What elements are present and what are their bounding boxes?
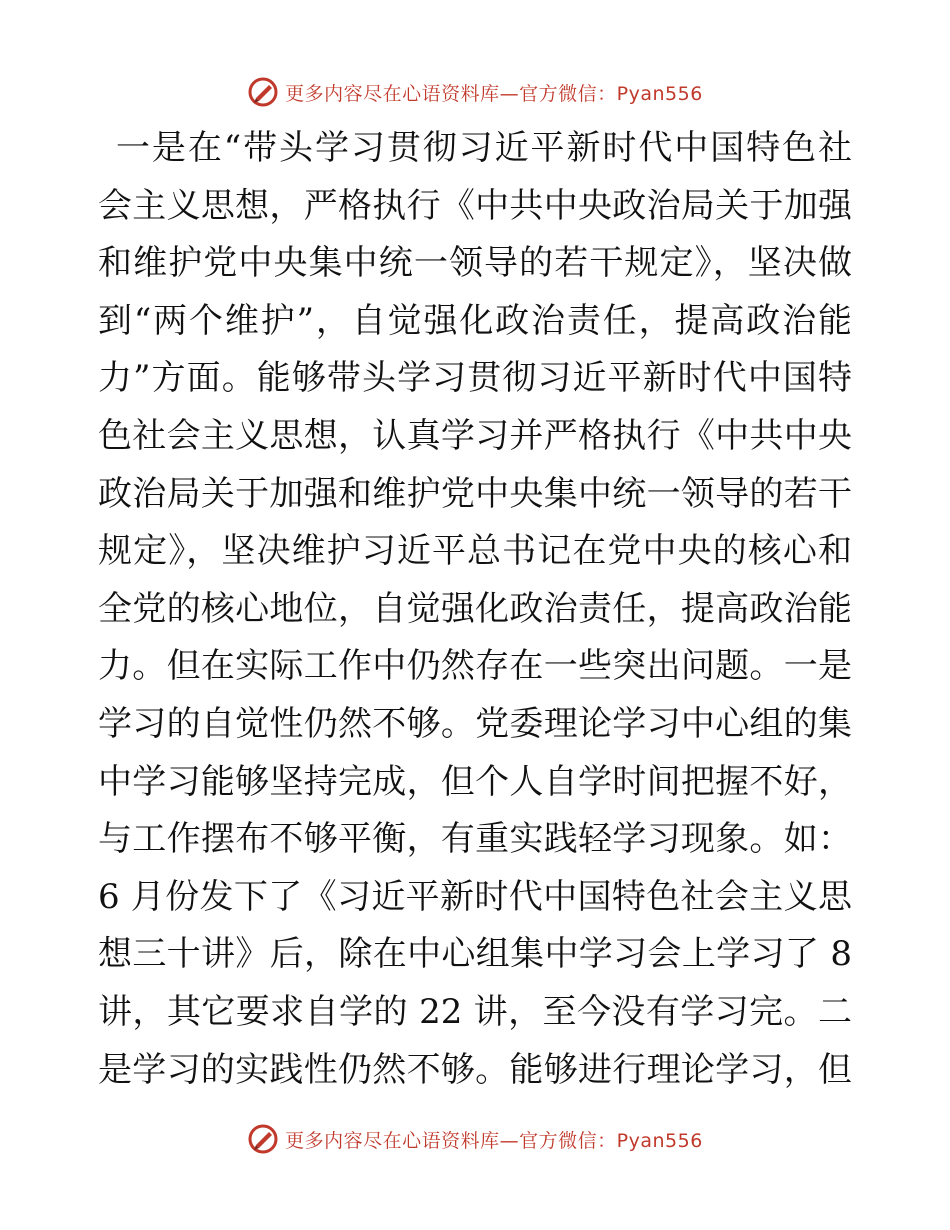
footer-watermark-text: 更多内容尽在心语资料库—官方微信：Pyan556 [285, 1129, 703, 1152]
text-line: 中学习能够坚持完成，但个人自学时间把握不好， [98, 761, 852, 802]
text-line: 会主义思想，严格执行《中共中央政治局关于加强 [98, 185, 852, 226]
text-line: 与工作摆布不够平衡，有重实践轻学习现象。如： [98, 819, 852, 860]
text-line: 学习的自觉性仍然不够。党委理论学习中心组的集 [98, 703, 852, 744]
text-line: 到“两个维护”，自觉强化政治责任，提高政治能 [98, 300, 852, 341]
text-line: 全党的核心地位，自觉强化政治责任，提高政治能 [98, 588, 852, 629]
pen-logo-icon [247, 76, 279, 108]
text-line: 力”方面。能够带头学习贯彻习近平新时代中国特 [98, 358, 852, 399]
pen-logo-icon [247, 1123, 279, 1155]
header-watermark-text: 更多内容尽在心语资料库—官方微信：Pyan556 [285, 82, 703, 105]
header-watermark-banner [0, 72, 950, 112]
text-line: 想三十讲》后，除在中心组集中学习会上学习了 8 [98, 934, 852, 975]
text-line: 规定》，坚决维护习近平总书记在党中央的核心和 [98, 531, 852, 572]
text-line: 政治局关于加强和维护党中央集中统一领导的若干 [98, 473, 852, 514]
text-line: 和维护党中央集中统一领导的若干规定》，坚决做 [98, 243, 852, 284]
text-line: 6 月份发下了《习近平新时代中国特色社会主义思 [98, 876, 852, 917]
footer-watermark-banner [0, 1119, 950, 1159]
text-line: 是学习的实践性仍然不够。能够进行理论学习，但 [98, 1049, 852, 1090]
document-body [98, 120, 852, 1099]
text-line: 一是在“带头学习贯彻习近平新时代中国特色社 [116, 128, 852, 168]
text-line: 力。但在实际工作中仍然存在一些突出问题。一是 [98, 646, 852, 687]
text-line: 色社会主义思想，认真学习并严格执行《中共中央 [98, 415, 852, 456]
text-line: 讲，其它要求自学的 22 讲，至今没有学习完。二 [98, 991, 852, 1032]
